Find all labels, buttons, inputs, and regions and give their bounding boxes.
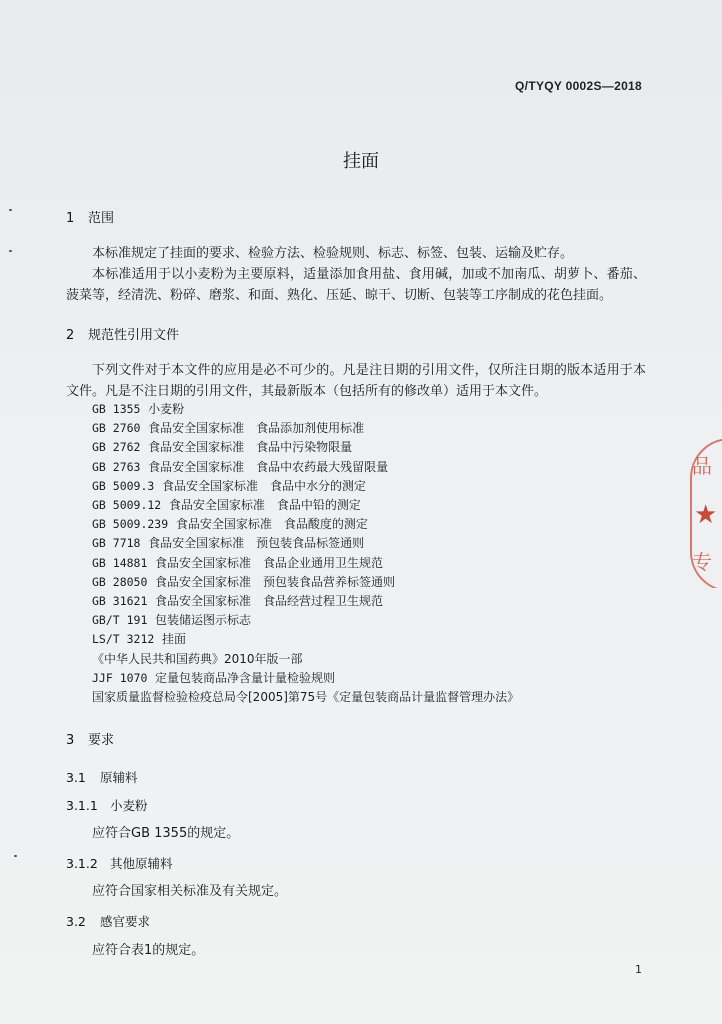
seal-star-icon: ★ [694,500,718,530]
reference-code: GB 2763 [92,459,141,474]
seal-text-bottom: 专 [692,550,712,574]
reference-title: 食品安全国家标准 食品中农药最大残留限量 [148,459,389,474]
reference-title: 食品安全国家标准 食品酸度的测定 [175,517,368,532]
section-3-1-1-text: 应符合GB 1355的规定。 [92,826,240,841]
reference-item [92,515,368,532]
section-1-para-2: 本标准适用于以小麦粉为主要原料，适量添加食用盐、食用碱，加或不加南瓜、胡萝卜、番茄、菠菜等，经清洗、粉碎、磨浆、和面、熟化、压延、晾干、切断、包装等工序制成的花色挂面。 [66,267,646,303]
standard-code: Q/TYQY 0002S—2018 [515,79,642,93]
reference-title: 食品安全国家标准 食品中铅的测定 [168,498,361,512]
reference-item [92,496,361,513]
reference-code: GB 2760 [92,421,141,436]
section-number: 3.1.1 [66,798,98,813]
reference-title: 挂面 [161,632,186,647]
section-3-1-heading [66,768,138,786]
reference-title: 《中华人民共和国药典》2010年版一部 [92,651,303,666]
reference-item [92,669,335,686]
reference-code: GB/T 191 [92,613,148,628]
section-number: 3 [66,733,75,748]
reference-item [92,477,366,494]
page-number: 1 [635,963,642,976]
seal-text-top: 品 [692,454,712,478]
section-title: 范围 [88,211,115,226]
reference-item [92,554,383,571]
section-3-heading [66,729,114,748]
reference-title: 食品安全国家标准 预包装食品标签通则 [148,536,365,551]
reference-code: GB 2762 [92,440,141,455]
scan-speck [14,855,17,857]
reference-item [92,458,388,475]
reference-item [92,650,303,667]
reference-title: 小麦粉 [148,402,185,416]
reference-title: 食品安全国家标准 食品企业通用卫生规范 [155,555,384,570]
reference-code: GB 5009.239 [92,517,169,532]
reference-code: JJF 1070 [92,670,148,685]
section-title: 其他原辅料 [110,856,173,871]
section-3-2-heading [66,912,150,930]
section-3-1-1-heading [66,796,148,814]
reference-item [92,688,519,705]
section-number: 3.1.2 [66,856,98,871]
reference-item [92,438,352,455]
section-1-para-1: 本标准规定了挂面的要求、检验方法、检验规则、标志、标签、包装、运输及贮存。 [92,246,574,261]
section-number: 3.2 [66,914,86,929]
reference-item [92,573,395,590]
document-title: 挂面 [343,151,379,172]
section-2-para: 下列文件对于本文件的应用是必不可少的。凡是注日期的引用文件，仅所注日期的版本适用于本文件。凡是不注日期的引用文件，其最新版本（包括所有的修改单）适用于本文件。 [66,363,646,399]
reference-item [92,534,364,551]
reference-code: GB 28050 [92,574,148,589]
section-1-heading [66,207,114,226]
section-3-1-2-text: 应符合国家相关标准及有关规定。 [92,884,288,899]
reference-title: 食品安全国家标准 预包装食品营养标签通则 [155,574,396,589]
reference-title: 国家质量监督检验检疫总局令[2005]第75号《定量包装商品计量监督管理办法》 [92,690,520,704]
reference-code: GB 31621 [92,594,148,608]
section-number: 1 [66,211,75,226]
section-title: 原辅料 [100,770,138,785]
scan-speck [9,250,12,252]
section-title: 小麦粉 [110,798,148,813]
reference-title: 食品安全国家标准 食品中水分的测定 [161,478,366,493]
reference-code: GB 14881 [92,555,148,570]
section-title: 要求 [88,733,115,748]
reference-code: GB 1355 [92,402,141,416]
reference-item [92,419,364,436]
reference-code: GB 7718 [92,536,141,551]
reference-item [92,630,186,647]
reference-item [92,400,184,417]
reference-title: 定量包装商品净含量计量检验规则 [155,670,336,685]
reference-item [92,611,251,628]
reference-title: 食品安全国家标准 食品中污染物限量 [148,440,353,455]
section-3-2-text: 应符合表1的规定。 [92,943,205,958]
section-title: 规范性引用文件 [88,328,180,343]
section-number: 2 [66,328,75,343]
reference-title: 食品安全国家标准 食品经营过程卫生规范 [155,594,384,608]
section-title: 感官要求 [100,914,151,929]
section-2-heading [66,324,179,343]
reference-title: 食品安全国家标准 食品添加剂使用标准 [148,421,365,436]
reference-code: LS/T 3212 [92,632,155,647]
scan-speck [9,209,12,211]
section-number: 3.1 [66,770,86,785]
section-3-1-2-heading [66,854,173,872]
reference-title: 包装储运图示标志 [155,613,252,628]
reference-code: GB 5009.3 [92,478,155,493]
reference-item [92,592,383,609]
reference-code: GB 5009.12 [92,498,162,512]
official-seal [690,438,722,588]
